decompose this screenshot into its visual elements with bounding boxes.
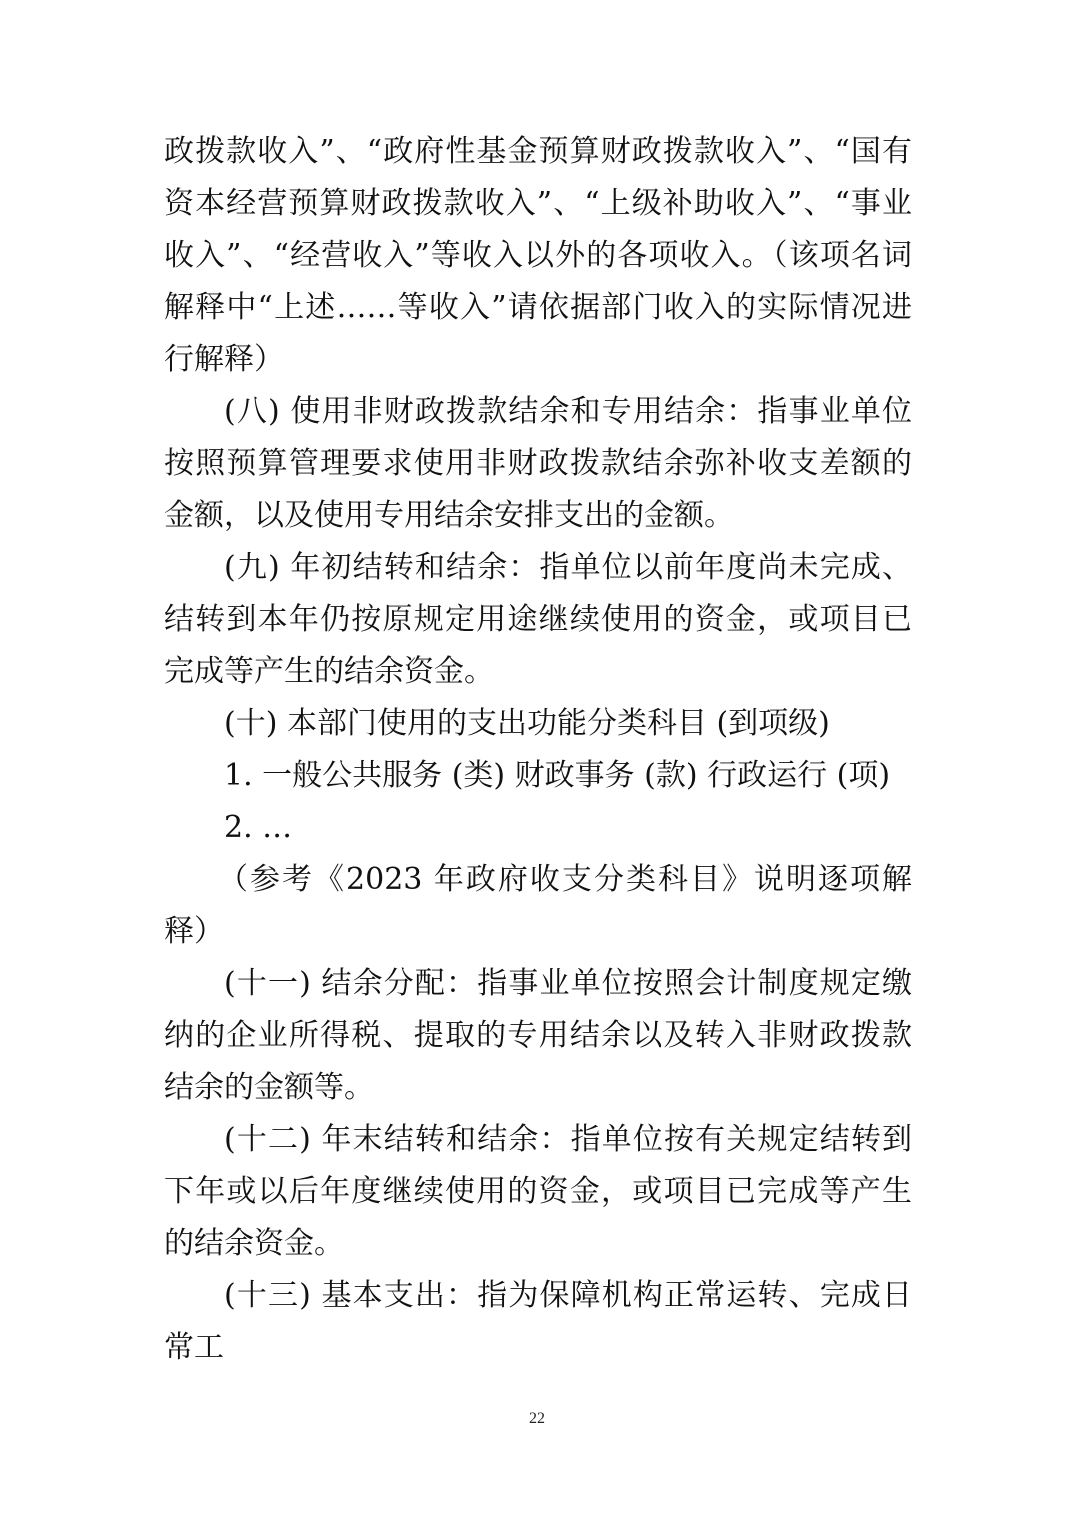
paragraph-item-10-sub-1: 1. 一般公共服务 (类) 财政事务 (款) 行政运行 (项) <box>224 758 891 793</box>
paragraph-other-income-continued: 政拨款收入”、“政府性基金预算财政拨款收入”、“国有资本经营预算财政拨款收入”、“上级补助收入”、“事业收入”、“经营收入”等收入以外的各项收入。（该项名词解释中“上述……等收入”请依据部门收入的实际情况进行解释） <box>164 134 912 377</box>
paragraph-item-10: (十) 本部门使用的支出功能分类科目 (到项级) <box>224 706 830 741</box>
page-number: 22 <box>529 1410 545 1427</box>
body-text <box>164 126 912 1374</box>
paragraph-item-9: (九) 年初结转和结余：指单位以前年度尚未完成、结转到本年仍按原规定用途继续使用的资金，或项目已完成等产生的结余资金。 <box>164 550 912 689</box>
paragraph-item-11: (十一) 结余分配：指事业单位按照会计制度规定缴纳的企业所得税、提取的专用结余以及转入非财政拨款结余的金额等。 <box>164 966 912 1105</box>
paragraph-item-13: (十三) 基本支出：指为保障机构正常运转、完成日常工 <box>164 1278 912 1365</box>
paragraph-item-10-sub-2: 2. … <box>224 810 293 845</box>
paragraph-item-8: (八) 使用非财政拨款结余和专用结余：指事业单位按照预算管理要求使用非财政拨款结余弥补收支差额的金额，以及使用专用结余安排支出的金额。 <box>164 394 912 533</box>
paragraph-reference-note: （参考《2023 年政府收支分类科目》说明逐项解释） <box>164 862 912 949</box>
paragraph-item-12: (十二) 年末结转和结余：指单位按有关规定结转到下年或以后年度继续使用的资金，或项目已完成等产生的结余资金。 <box>164 1122 912 1261</box>
